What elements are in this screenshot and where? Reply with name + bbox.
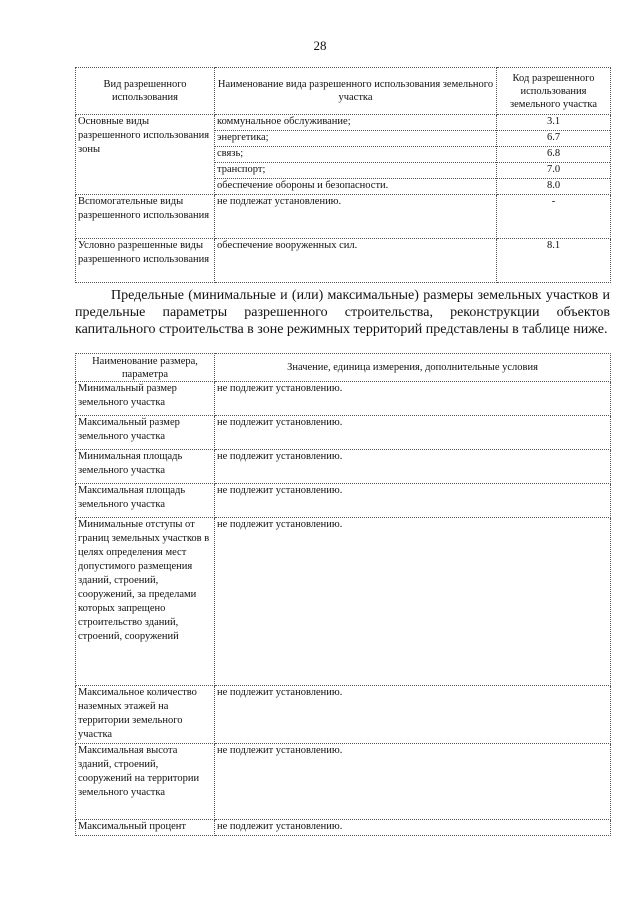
use-name: связь; [215, 147, 496, 163]
use-code: 6.8 [497, 147, 610, 163]
table-row [76, 450, 611, 484]
param-value: не подлежит установлению. [215, 484, 611, 518]
param-name: Максимальная площадь земельного участка [76, 484, 215, 518]
use-code: 6.7 [497, 131, 610, 147]
table-row [76, 484, 611, 518]
use-names [215, 115, 497, 195]
param-value: не подлежит установлению. [215, 518, 611, 686]
param-name: Максимальная высота зданий, строений, сооружений на территории земельного участка [76, 744, 215, 820]
table-row [76, 239, 611, 283]
parameters-table [75, 353, 611, 836]
use-type-main: Основные виды разрешенного использования зоны [76, 115, 215, 195]
param-value: не подлежит установлению. [215, 450, 611, 484]
header-use-type: Вид разрешенного использования [76, 68, 215, 115]
use-code: 8.1 [497, 239, 611, 283]
use-code: - [497, 195, 611, 239]
header-param: Наименование размера, параметра [76, 354, 215, 382]
param-name: Минимальные отступы от границ земельных участков в целях определения мест допустимого размещения зданий, строений, сооружений, за пределами которых запрещено строительство зданий, строений, сооружений [76, 518, 215, 686]
use-name: энергетика; [215, 131, 496, 147]
param-name: Максимальный размер земельного участка [76, 416, 215, 450]
use-code: 3.1 [497, 115, 610, 131]
param-value: не подлежит установлению. [215, 820, 611, 836]
header-use-code: Код разрешенного использования земельного участка [497, 68, 611, 115]
use-code: 8.0 [546, 180, 561, 191]
table-row [76, 686, 611, 744]
use-codes [497, 115, 611, 195]
param-value: не подлежит установлению. [215, 382, 611, 416]
page-number: 28 [313, 38, 327, 53]
param-name: Максимальный процент [76, 820, 215, 836]
table-header-row [76, 68, 611, 115]
param-value: не подлежит установлению. [215, 744, 611, 820]
table-row [76, 820, 611, 836]
use-name: обеспечение вооруженных сил. [215, 239, 497, 283]
table-row [76, 744, 611, 820]
header-value: Значение, единица измерения, дополнительные условия [215, 354, 611, 382]
param-value: не подлежит установлению. [215, 416, 611, 450]
param-name: Максимальное количество наземных этажей на территории земельного участка [76, 686, 215, 744]
table-row [76, 382, 611, 416]
use-name: транспорт; [215, 163, 496, 179]
table-row [76, 195, 611, 239]
param-value: не подлежит установлению. [215, 686, 611, 744]
param-name: Минимальный размер земельного участка [76, 382, 215, 416]
table-row [76, 115, 611, 195]
use-name: обеспечение обороны и безопасности. [217, 180, 389, 191]
use-type-conditional: Условно разрешенные виды разрешенного использования [76, 239, 215, 283]
intro-paragraph: Предельные (минимальные и (или) максимальные) размеры земельных участков и предельные параметры разрешенного строительства, реконструкции объектов капитального строительства в зоне режимных территорий представлены в таблице ниже. [75, 288, 610, 337]
header-use-name: Наименование вида разрешенного использования земельного участка [215, 68, 497, 115]
permitted-use-table [75, 67, 611, 283]
use-type-auxiliary: Вспомогательные виды разрешенного использования [76, 195, 215, 239]
table-header-row [76, 354, 611, 382]
param-name: Минимальная площадь земельного участка [76, 450, 215, 484]
use-name: коммунальное обслуживание; [215, 115, 496, 131]
table-row [76, 416, 611, 450]
use-code: 7.0 [497, 163, 610, 179]
use-name: не подлежат установлению. [215, 195, 497, 239]
table-row [76, 518, 611, 686]
